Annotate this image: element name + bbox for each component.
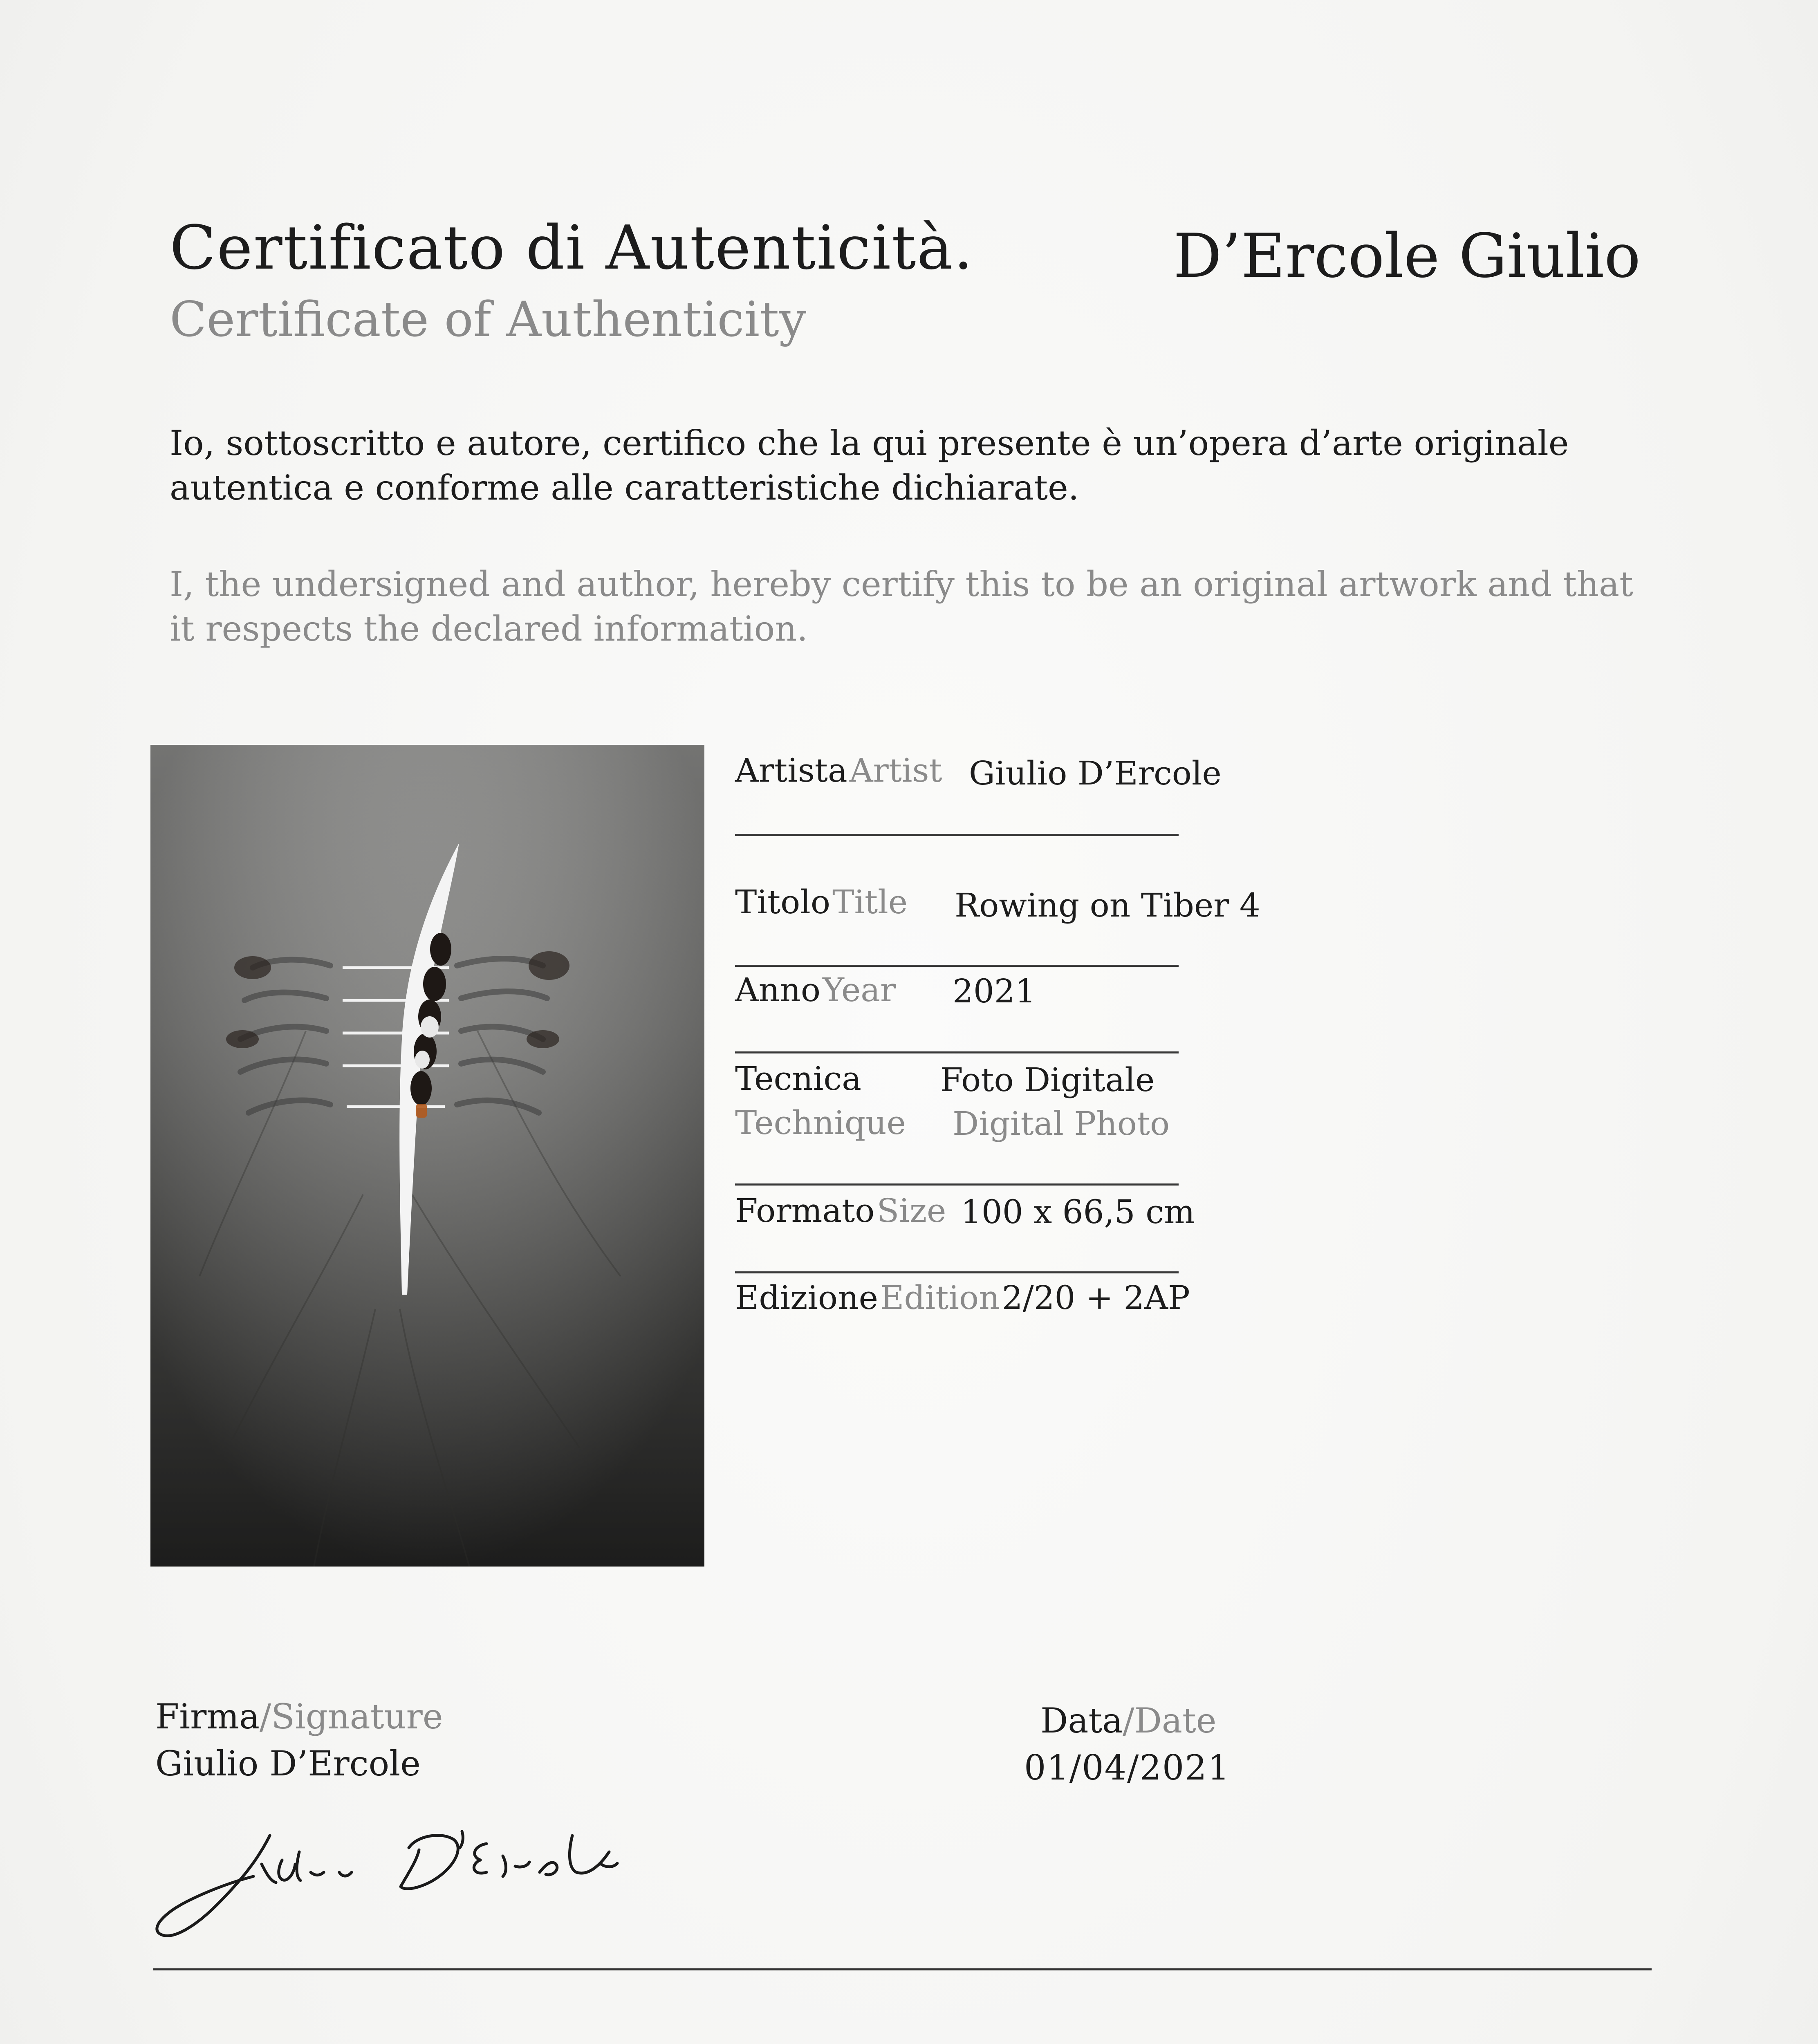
size-label-it: Formato xyxy=(735,1192,875,1230)
date-label-en: Date xyxy=(1134,1701,1217,1741)
artwork-photo xyxy=(150,745,704,1567)
title-value: Rowing on Tiber 4 xyxy=(955,886,1260,924)
author-heading: D’Ercole Giulio xyxy=(1173,221,1641,291)
date-label-it: Data xyxy=(1040,1701,1123,1741)
certificate-title-it: Certificato di Autenticità. xyxy=(170,213,974,283)
signature-label xyxy=(155,1697,443,1737)
certificate-title-en: Certificate of Authenticity xyxy=(170,291,807,347)
artist-value: Giulio D’Ercole xyxy=(969,754,1222,792)
technique-value-en: Digital Photo xyxy=(953,1105,1170,1143)
year-value: 2021 xyxy=(953,972,1036,1010)
technique-label-it: Tecnica xyxy=(735,1060,861,1098)
field-divider xyxy=(735,1183,1179,1186)
technique-label-en: Technique xyxy=(735,1104,906,1142)
field-divider xyxy=(735,834,1179,836)
signature-label-it: Firma xyxy=(155,1697,260,1737)
artist-label-it: Artista xyxy=(735,751,847,789)
date-label xyxy=(1040,1701,1216,1741)
edition-value: 2/20 + 2AP xyxy=(1002,1279,1190,1317)
year-label-it: Anno xyxy=(735,971,820,1009)
field-title xyxy=(735,883,908,921)
declaration-en: I, the undersigned and author, hereby certify this to be an original artwork and that it respects the declared information. xyxy=(170,564,1633,649)
date-label-sep: / xyxy=(1123,1701,1134,1741)
title-label-it: Titolo xyxy=(735,883,831,921)
technique-value-it: Foto Digitale xyxy=(940,1061,1155,1099)
field-divider xyxy=(735,965,1179,967)
edition-label-it: Edizione xyxy=(735,1279,878,1317)
signature-divider xyxy=(153,1968,1652,1970)
field-divider xyxy=(735,1051,1179,1053)
field-year xyxy=(735,971,896,1009)
field-edition xyxy=(735,1279,1190,1317)
handwritten-signature xyxy=(147,1811,658,1946)
artist-label-en: Artist xyxy=(849,751,942,789)
size-value: 100 x 66,5 cm xyxy=(961,1193,1195,1231)
field-size xyxy=(735,1192,946,1230)
declaration-it: Io, sottoscritto e autore, certifico che la qui presente è un’opera d’arte originale autentica e conforme alle caratteristiche dichiarate. xyxy=(170,423,1569,508)
field-artist xyxy=(735,751,942,789)
edition-label-en: Edition xyxy=(880,1279,1000,1317)
date-value: 01/04/2021 xyxy=(1024,1748,1231,1788)
year-label-en: Year xyxy=(823,971,896,1009)
field-divider xyxy=(735,1271,1179,1273)
size-label-en: Size xyxy=(876,1192,946,1230)
signature-label-en: Signature xyxy=(271,1697,443,1737)
title-label-en: Title xyxy=(832,883,908,921)
signature-label-sep: / xyxy=(260,1697,271,1737)
signature-name: Giulio D’Ercole xyxy=(155,1744,421,1784)
